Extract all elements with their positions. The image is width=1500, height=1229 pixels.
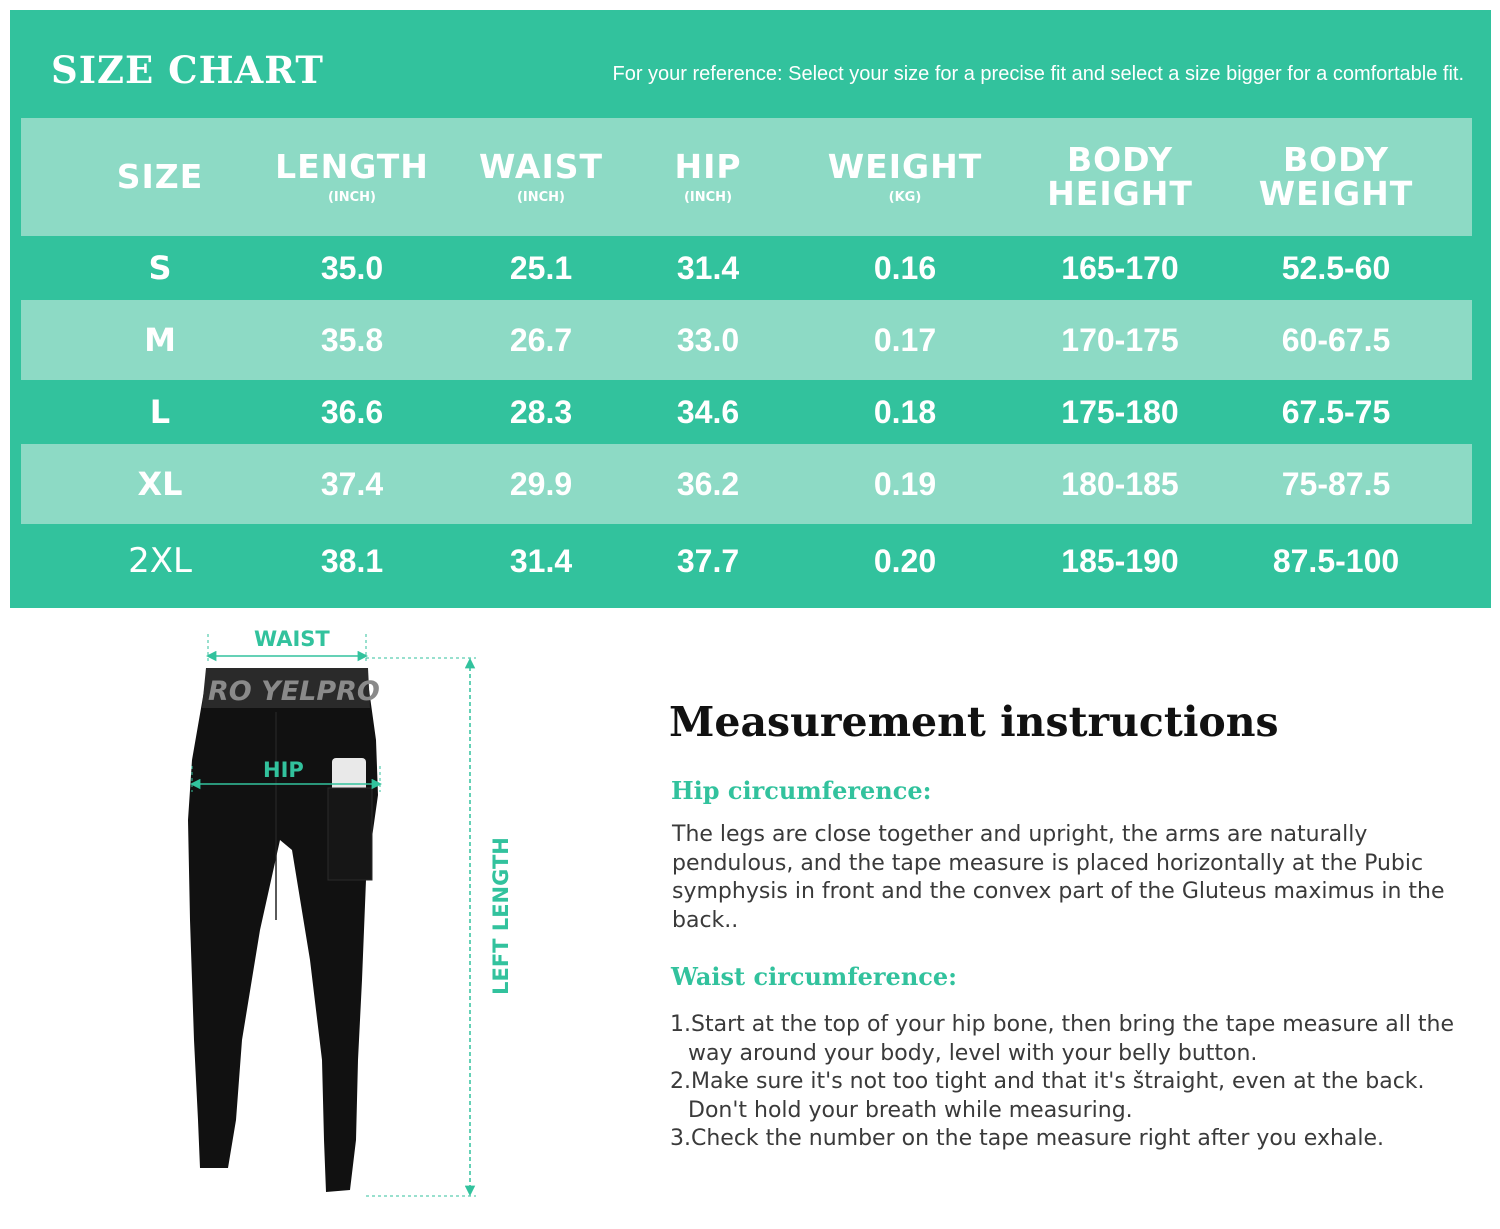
table-cell: 165-170 [1061, 249, 1179, 286]
col-body-weight: BODY WEIGHT [1258, 140, 1414, 213]
col-size: SIZE [116, 157, 204, 196]
table-header-row [21, 118, 1472, 236]
table-cell: 25.1 [509, 249, 573, 286]
table-cell: 26.7 [509, 321, 573, 358]
table-cell: 31.4 [509, 542, 573, 579]
table-cell: 67.5-75 [1281, 393, 1391, 430]
table-cell: 0.17 [873, 321, 937, 358]
table-row [21, 380, 1472, 444]
size-cell: S [148, 249, 172, 287]
table-row [21, 524, 1472, 598]
svg-text:RO YELPRO: RO YELPRO [208, 676, 380, 707]
waist-step-2: 2.Make sure it's not too tight and that it's štraight, even at the back. Don't hold your breath while measuring. [670, 1069, 1425, 1123]
table-row [21, 300, 1472, 380]
table-cell: 31.4 [676, 249, 740, 286]
table-cell: 35.0 [320, 249, 384, 286]
table-cell: 180-185 [1061, 465, 1179, 502]
size-cell: 2XL [128, 541, 192, 581]
table-cell: 0.18 [873, 393, 937, 430]
table-cell: 75-87.5 [1281, 465, 1391, 502]
col-weight: WEIGHT (KG) [827, 146, 983, 205]
table-cell: 36.6 [320, 393, 384, 430]
hip-heading: Hip circumference: [671, 776, 932, 805]
chart-subtitle: For your reference: Select your size for a precise fit and select a size bigger for a comfortable fit. [612, 63, 1464, 85]
left-length-label: LEFT LENGTH [489, 837, 513, 995]
size-cell: XL [137, 465, 183, 503]
table-cell: 29.9 [509, 465, 573, 502]
table-cell: 38.1 [320, 542, 384, 579]
waist-heading: Waist circumference: [671, 962, 958, 991]
table-cell: 33.0 [676, 321, 740, 358]
table-cell: 87.5-100 [1272, 542, 1400, 579]
pants-shape [188, 668, 378, 1192]
col-body-height: BODY HEIGHT [1047, 140, 1193, 213]
size-chart-panel [10, 10, 1491, 608]
col-length: LENGTH (INCH) [275, 146, 429, 205]
instructions-title: Measurement instructions [669, 698, 1279, 746]
table-cell: 185-190 [1061, 542, 1179, 579]
pants-figure [180, 620, 510, 1210]
table-row [21, 236, 1472, 300]
table-cell: 0.20 [873, 542, 937, 579]
hip-text: The legs are close together and upright, the arms are naturally pendulous, and the tape measure is placed horizontally at the Pubic symphysis in front and the convex part of the Gluteus maximus in the back.. [672, 822, 1445, 933]
col-waist: WAIST (INCH) [478, 146, 604, 205]
table-cell: 0.19 [873, 465, 937, 502]
table-cell: 52.5-60 [1281, 249, 1391, 286]
table-cell: 37.7 [676, 542, 740, 579]
size-cell: M [144, 321, 176, 359]
table-cell: 36.2 [676, 465, 740, 502]
table-cell: 28.3 [509, 393, 573, 430]
table-cell: 60-67.5 [1281, 321, 1391, 358]
waist-step-3: 3.Check the number on the tape measure right after you exhale. [670, 1126, 1385, 1151]
waist-step-1: 1.Start at the top of your hip bone, then bring the tape measure all the way around your body, level with your belly button. [670, 1012, 1455, 1066]
table-row [21, 444, 1472, 524]
table-cell: 37.4 [320, 465, 384, 502]
size-cell: L [149, 393, 171, 431]
waist-label: WAIST [254, 627, 330, 651]
hip-label: HIP [263, 758, 304, 782]
table-cell: 35.8 [320, 321, 384, 358]
col-hip: HIP (INCH) [674, 146, 742, 205]
table-cell: 175-180 [1061, 393, 1179, 430]
chart-title: SIZE CHART [51, 48, 324, 92]
table-cell: 34.6 [676, 393, 740, 430]
table-cell: 170-175 [1061, 321, 1179, 358]
table-cell: 0.16 [873, 249, 937, 286]
